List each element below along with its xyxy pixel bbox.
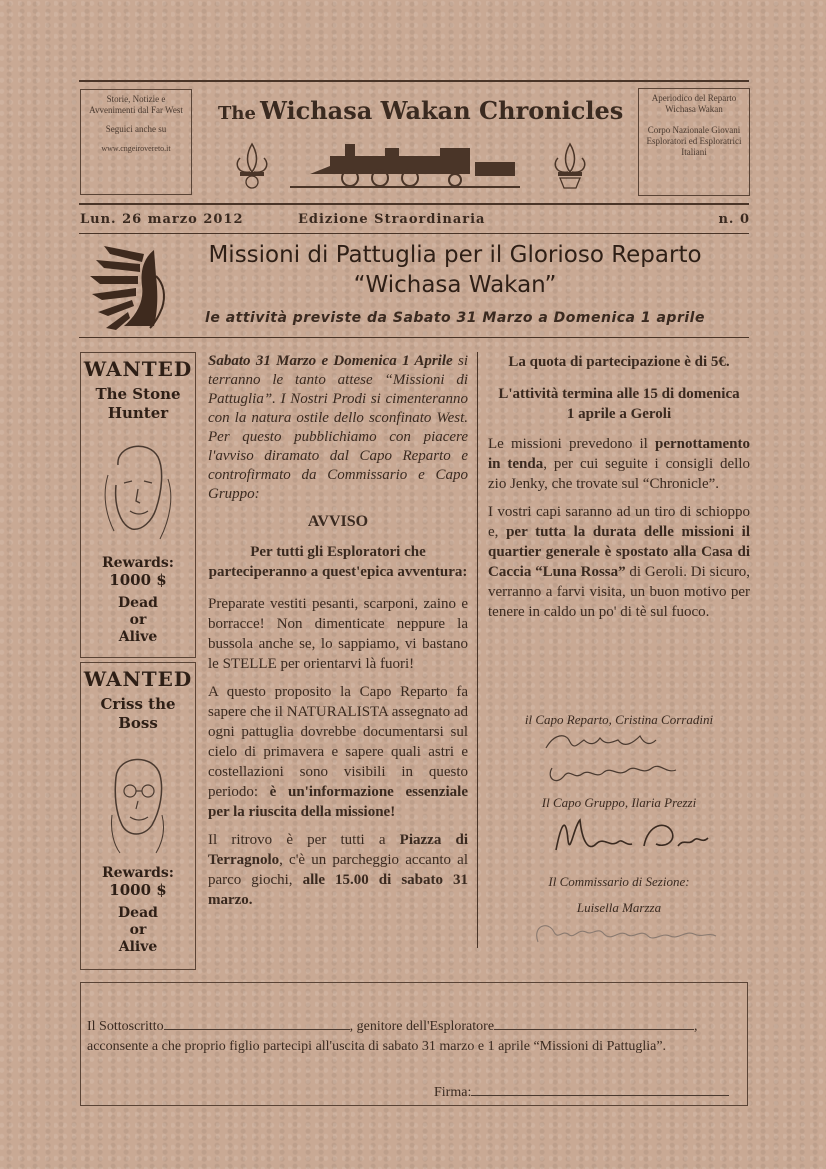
wanted-poster-2 [80, 662, 196, 970]
col2-termina: L'attività termina alle 15 di domenica 1 aprile a Geroli [498, 386, 740, 422]
signature-role-3: Il Commissario di Sezione: [548, 874, 690, 889]
locomotive-icon [290, 138, 520, 190]
wanted-title: WANTED [83, 357, 193, 381]
col1-paragraph-2 [208, 682, 468, 822]
headline-rule [79, 337, 749, 338]
form-signature-field[interactable] [471, 1081, 729, 1096]
col1-p3-place: Piazza di Terragnolo [208, 832, 468, 868]
right-box-corps: Corpo Nazionale Giovani Esploratori ed Esploratrici Italiani [646, 125, 742, 157]
dateline-date: Lun. 26 marzo 2012 [80, 212, 244, 227]
form-signature-row [434, 1081, 729, 1103]
wanted-name: Criss the Boss [100, 695, 176, 732]
headline-line2: “Wichasa Wakan” [353, 272, 557, 298]
form-scout-field[interactable] [494, 1015, 694, 1030]
dateline [80, 212, 750, 230]
headline-line1: Missioni di Pattuglia per il Glorioso Reparto [208, 242, 702, 268]
col2-paragraph-1 [488, 434, 750, 494]
wanted-reward-amount: 1000 $ [109, 571, 167, 589]
form-line-1: Il Sottoscritto , genitore dell'Esploratore , [87, 1015, 741, 1037]
col2-p1-bold: pernottamento in tenda [488, 436, 750, 472]
column-divider [477, 352, 478, 948]
col2-p1-c: , per cui seguite i consigli dello zio Jenky, che trovate sul “Chronicle”. [488, 456, 750, 492]
signature-role-1: il Capo Reparto, Cristina Corradini [524, 712, 714, 727]
top-rule [79, 80, 749, 82]
form-signatory-label: Il Sottoscritto [87, 1019, 164, 1034]
col1-p3-a: Il ritrovo è per tutti a [208, 832, 400, 848]
col1-intro [208, 352, 468, 504]
col1-paragraph-1: Preparate vestiti pesanti, scarponi, zaino e borracce! Non dimenticate neppure la bussola anche se, lo sappiamo, vi bastano le STELLE per orientarvi là fuori! [208, 596, 468, 672]
col1-intro-text: si terranno le tanto attese “Missioni di Pattuglia”. I Nostri Prodi si cimenteranno con la natura ostile dello sconfinato West. Per questo pubblichiamo con piacere l'avviso diramato dal Capo Reparto e controfirmato da Commissario e Capo Gruppo: [208, 353, 468, 502]
wanted-reward-amount: 1000 $ [109, 881, 167, 899]
left-box-url[interactable]: www.cngeirovereto.it [101, 144, 171, 153]
fleur-de-lis-icon-right [550, 140, 590, 190]
dateline-bottom-rule [79, 233, 749, 234]
wanted-title: WANTED [83, 667, 193, 691]
col2-p2-bold: per tutta la durata delle missioni il quartier generale è spostato alla Casa di Caccia “Luna Rossa” [488, 524, 750, 580]
outlaw-portrait-icon [98, 435, 178, 545]
col2-paragraph-2 [488, 502, 750, 622]
col1-intro-date: Sabato 31 Marzo e Domenica 1 Aprile [208, 353, 453, 369]
col1-p3-time: alle 15.00 di sabato 31 marzo. [208, 872, 468, 908]
masthead-left-box [80, 89, 192, 195]
col2-p1-a: Le missioni prevedono il [488, 436, 656, 452]
col1-paragraph-3 [208, 830, 468, 910]
outlaw-portrait-icon [98, 745, 178, 855]
native-chief-headdress-icon [84, 240, 176, 335]
signature-role-2: Il Capo Gruppo, Ilaria Prezzi [541, 795, 697, 810]
signature-name-3: Luisella Marzza [576, 900, 662, 915]
article-column-2 [488, 352, 750, 630]
title-the: The [218, 103, 256, 124]
headline [175, 240, 735, 326]
handwritten-signature-3 [528, 912, 728, 956]
col1-p3-c: , c'è un parcheggio accanto al parco giochi, [208, 852, 468, 888]
form-signature-label: Firma: [434, 1085, 472, 1100]
left-box-follow: Seguici anche su [105, 124, 167, 134]
wanted-name: The Stone Hunter [95, 385, 181, 422]
wanted-rewards-label: Rewards: [102, 555, 174, 571]
col1-avviso-subtitle: Per tutti gli Esploratori che parteciperanno a quest'epica avventura: [208, 544, 468, 580]
masthead-right-box [638, 88, 750, 196]
wanted-rewards-label: Rewards: [102, 865, 174, 881]
dateline-number: n. 0 [718, 212, 750, 227]
wanted-poster-1 [80, 352, 196, 658]
headline-subtitle: le attività previste da Sabato 31 Marzo a Domenica 1 aprile [205, 310, 705, 326]
right-box-periodical: Aperiodico del Reparto Wichasa Wakan [651, 93, 737, 114]
form-parent-label: , genitore dell'Esploratore [349, 1019, 495, 1034]
wanted-status: Dead or Alive [118, 595, 158, 645]
consent-form [80, 982, 748, 1106]
col1-p2-bold: è un'informazione essenziale per la riuscita della missione! [208, 784, 468, 820]
col2-p2-c: di Geroli. Di sicuro, verranno a farvi visita, un buon motivo per tenere in caldo un po' di tè sul fuoco. [488, 564, 750, 620]
left-box-tagline: Storie, Notizie e Avvenimenti dal Far West [89, 94, 183, 115]
form-consent-text: acconsente a che proprio figlio partecipi all'uscita di sabato 31 marzo e 1 aprile “Missioni di Pattuglia”. [87, 1039, 667, 1054]
masthead-title [218, 96, 624, 125]
dateline-top-rule [79, 203, 749, 205]
form-signatory-field[interactable] [164, 1015, 350, 1030]
col2-quota: La quota di partecipazione è di 5€. [508, 354, 730, 370]
col1-avviso-title: AVVISO [307, 513, 369, 530]
col1-p2-text: A questo proposito la Capo Reparto fa sapere che il NATURALISTA assegnato ad ogni pattuglia dovrebbe documentarsi sul cielo di primavera e sapere quali astri e costellazioni sono visibili in questo periodo: [208, 684, 468, 800]
handwritten-signature-1 [540, 728, 710, 792]
title-main: Wichasa Wakan Chronicles [259, 96, 624, 125]
dateline-edition: Edizione Straordinaria [298, 212, 486, 227]
wanted-status: Dead or Alive [118, 905, 158, 955]
handwritten-signature-2 [548, 810, 718, 864]
col2-p2-a: I vostri capi saranno ad un tiro di schioppo e, [488, 504, 750, 540]
article-column-1 [208, 352, 468, 918]
fleur-de-lis-icon-left [232, 140, 272, 190]
